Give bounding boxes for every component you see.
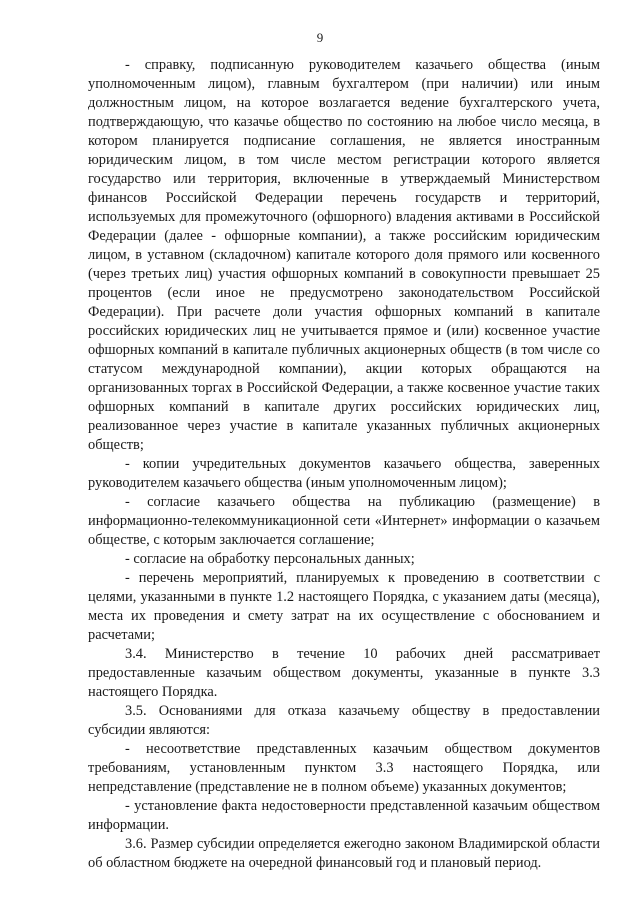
paragraph-publication-consent: - согласие казачьего общества на публикацию (размещение) в информационно-телекоммуникационной сети «Интернет» информации о казачьем обществе, с которым заключается соглашение;: [88, 494, 600, 548]
paragraph-clause-3-5-b: - установление факта недостоверности представленной казачьим обществом информации.: [88, 798, 600, 833]
paragraph-clause-3-4: 3.4. Министерство в течение 10 рабочих дней рассматривает предоставленные казачьим обществом документы, указанные в пункте 3.3 настоящего Порядка.: [88, 646, 600, 700]
page-number: 9: [316, 30, 324, 45]
paragraph-certificate: - справку, подписанную руководителем казачьего общества (иным уполномоченным лицом), главным бухгалтером (при наличии) или иным должностным лицом, на которое возлагается ведение бухгалтерского учета, подтверждающую, что казачье общество по состоянию на любое число месяца, в котором планируется подписание соглашения, не является иностранным юридическим лицом, в том числе местом регистрации которого является государство или территория, включенные в утверждаемый Министерством финансов Российской Федерации перечень государств и территорий, используемых для промежуточного (офшорного) владения активами в Российской Федерации (далее - офшорные компании), а также российским юридическим лицом, в уставном (складочном) капитале которого доля прямого или косвенного (через третьих лиц) участия офшорных компаний в совокупности превышает 25 процентов (если иное не предусмотрено законодательством Российской Федерации). При расчете доли участия офшорных компаний в капитале российских юридических лиц не учитывается прямое и (или) косвенное участие офшорных компаний в капитале публичных акционерных обществ (в том числе со статусом международной компании), акции которых обращаются на организованных торгах в Российской Федерации, а также косвенное участие таких офшорных компаний в капитале других российских юридических лиц, реализованное через участие в капитале указанных публичных акционерных обществ;: [88, 57, 600, 453]
paragraph-events-list: - перечень мероприятий, планируемых к проведению в соответствии с целями, указанными в пункте 1.2 настоящего Порядка, с указанием даты (месяца), места их проведения и смету затрат на их осуществление с обоснованием и расчетами;: [88, 570, 600, 643]
paragraph-clause-3-5: 3.5. Основаниями для отказа казачьему обществу в предоставлении субсидии являются:: [88, 703, 600, 738]
paragraph-clause-3-6: 3.6. Размер субсидии определяется ежегодно законом Владимирской области об областном бюджете на очередной финансовый год и плановый период.: [88, 836, 600, 871]
document-body: [88, 56, 600, 873]
paragraph-charter-copies: - копии учредительных документов казачьего общества, заверенных руководителем казачьего общества (иным уполномоченным лицом);: [88, 456, 600, 491]
paragraph-personal-data-consent: - согласие на обработку персональных данных;: [125, 551, 415, 567]
paragraph-clause-3-5-a: - несоответствие представленных казачьим обществом документов требованиям, установленным пунктом 3.3 настоящего Порядка, или непредставление (представление не в полном объеме) указанных документов;: [88, 741, 600, 795]
